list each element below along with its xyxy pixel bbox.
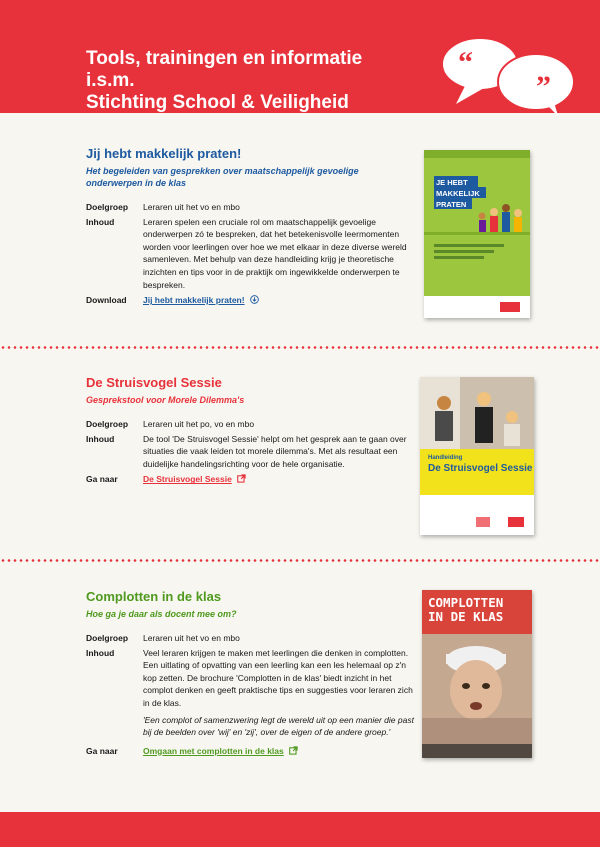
info-row [86,201,416,214]
row-value: Leraren uit het po, vo en mbo [143,419,255,429]
row-value: Leraren spelen een cruciale rol om maatschappelijk gevoelige onderwerpen zó te bespreken, dat het betekenisvolle leermomenten worden voor leerlingen over hoe we met elkaar in deze diverse wereld samenleven. Met behulp van deze handleiding krijg je theoretische inzichten en tips voor in de praktijk om ingewikkelde onderwerpen te bespreken. [143,216,407,290]
struisvogel-link[interactable]: De Struisvogel Sessie [143,474,232,485]
section-title: Complotten in de klas [86,589,222,604]
link-row [86,294,416,307]
section-divider [0,559,600,562]
cover-struisvogel[interactable] [420,377,534,535]
download-link[interactable]: Jij hebt makkelijk praten! [143,295,245,306]
row-value: Leraren uit het vo en mbo [143,633,240,643]
row-label: Ga naar [86,745,118,756]
cover-complotten[interactable] [422,590,532,758]
section-title: De Struisvogel Sessie [86,375,222,390]
row-label: Doelgroep [86,633,129,643]
row-label: Doelgroep [86,202,129,212]
info-row [86,418,416,431]
svg-text:“: “ [458,46,473,79]
footer-bar [0,812,600,847]
section-complotten [86,589,416,759]
link-row [86,745,416,758]
section-title: Jij hebt makkelijk praten! [86,146,242,161]
info-row [86,433,416,471]
quote-text: 'Een complot of samenzwering legt de wereld uit op een manier die past bij de beelden over 'wij' en 'zij', over de eigen of de andere groep.' [143,714,414,738]
info-row [86,632,416,645]
section-struisvogel [86,375,416,488]
row-label: Inhoud [86,433,115,444]
row-label: Download [86,295,127,306]
row-value: De tool 'De Struisvogel Sessie' helpt om het gesprek aan te gaan over situaties die vaak leiden tot morele dilemma's. Met als resultaat een duidelijke handelingsrichting voor de hele organisatie. [143,433,407,469]
cover-title: JE HEBT MAKKELIJK PRATEN [436,178,480,209]
external-link-icon[interactable] [237,474,246,483]
info-row [86,216,416,292]
section-subtitle: Gesprekstool voor Morele Dilemma's [86,395,245,405]
download-icon[interactable] [250,295,259,304]
row-value: Veel leraren krijgen te maken met leerlingen die denken in complotten. Een uitlating of opvatting van een leerling kan een les helemaal op z'n kop zetten. De brochure 'Complotten in de klas' biedt inzicht in het complot denken en geeft praktische tips en suggesties voor leraren zich in de klas. [143,647,413,708]
row-label: Inhoud [86,647,115,658]
section-divider [0,346,600,349]
row-value: Leraren uit het vo en mbo [143,202,240,212]
external-link-icon[interactable] [289,746,298,755]
row-label: Inhoud [86,216,115,227]
speech-bubbles-icon [438,36,578,118]
svg-text:”: ” [536,70,551,103]
cover-tag: Handleiding [428,455,463,461]
row-label: Ga naar [86,474,118,485]
cover-makkelijk-praten[interactable] [424,150,530,318]
link-row [86,473,416,486]
section-makkelijk-praten [86,146,416,309]
row-label: Doelgroep [86,419,129,429]
section-subtitle: Hoe ga je daar als docent mee om? [86,609,237,619]
cover-title: De Struisvogel Sessie [428,463,533,474]
section-subtitle: Het begeleiden van gesprekken over maatschappelijk gevoelige onderwerpen in de klas [86,166,359,188]
page-title: Tools, trainingen en informatie i.s.m. Stichting School & Veiligheid [86,48,363,113]
header-banner [0,0,600,113]
cover-title: COMPLOTTEN IN DE KLAS [428,595,504,624]
info-row [86,647,416,743]
complotten-link[interactable]: Omgaan met complotten in de klas [143,745,284,756]
